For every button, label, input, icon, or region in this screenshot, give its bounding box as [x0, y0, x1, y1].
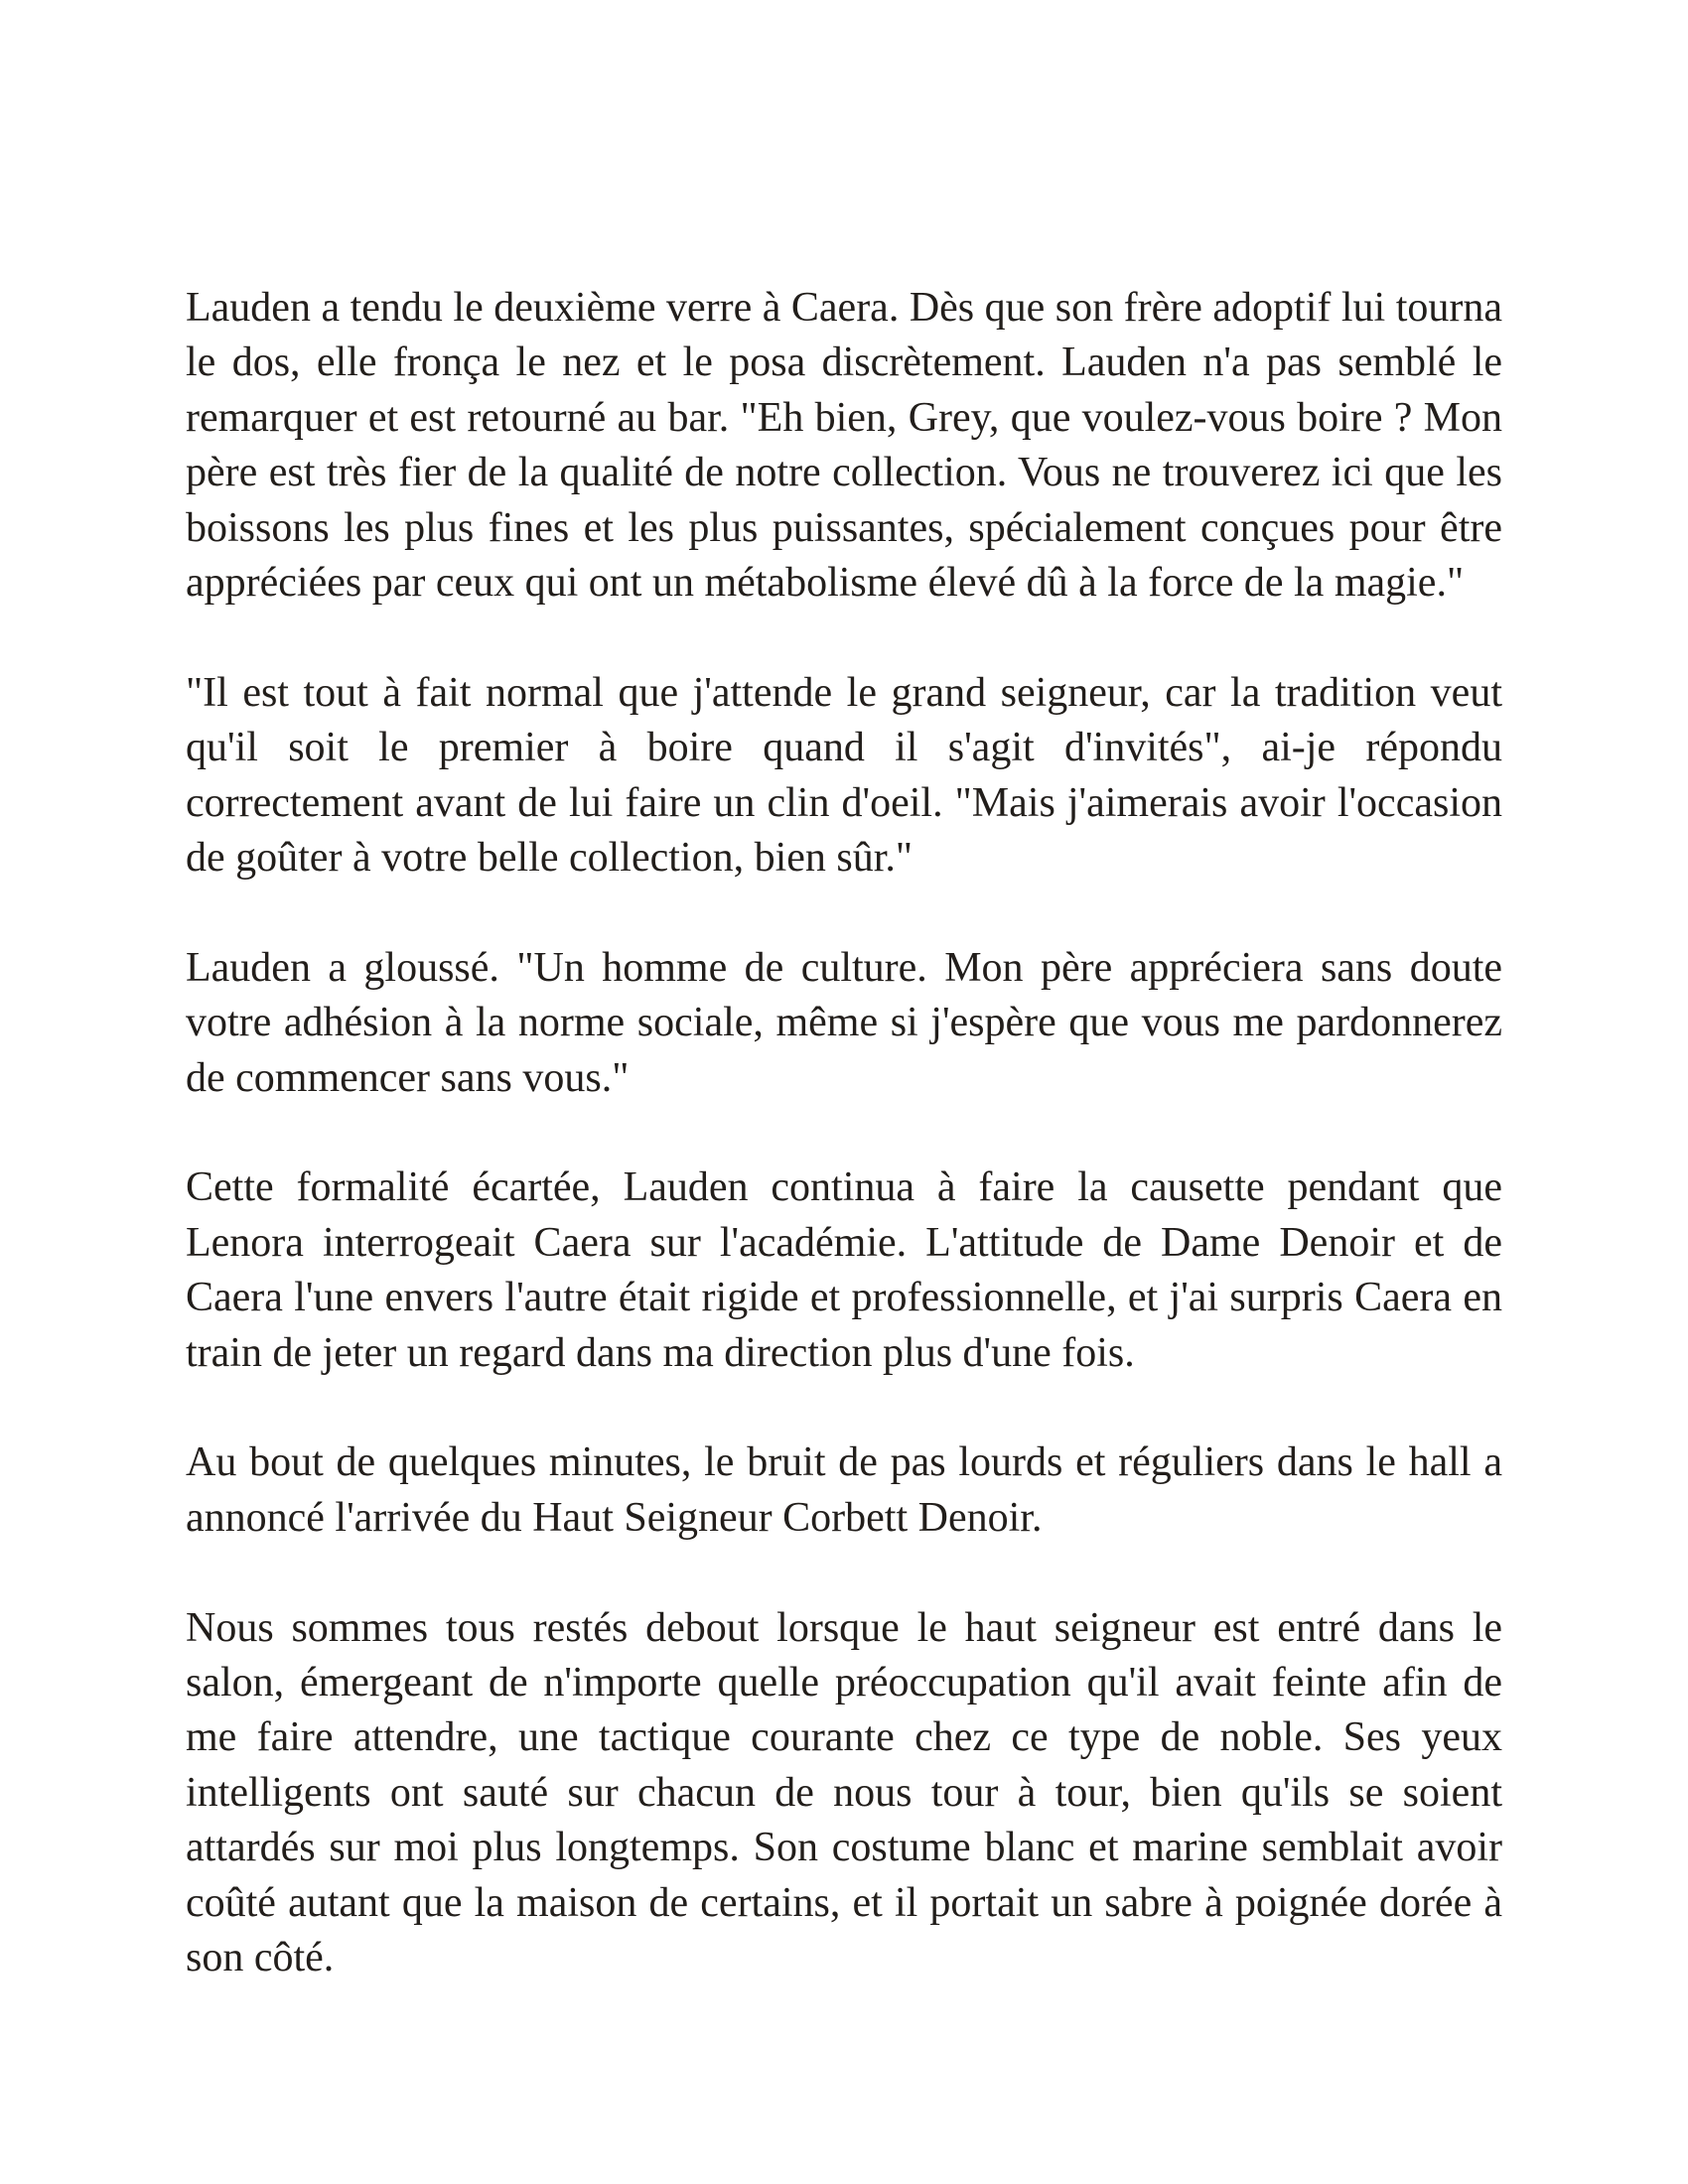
paragraph-2: "Il est tout à fait normal que j'attende le grand seigneur, car la tradition veut qu'il soit le premier à boire quand il s'agit d'invités", ai-je répondu correctement avant de lui faire un clin d'oeil. "Mais j'aimerais avoir l'occasion de goûter à votre belle collection, bien sûr."	[186, 669, 1502, 882]
text-block	[186, 281, 1502, 1986]
paragraph-1: Lauden a tendu le deuxième verre à Caera. Dès que son frère adoptif lui tourna le dos, elle fronça le nez et le posa discrètement. Lauden n'a pas semblé le remarquer et est retourné au bar. "Eh bien, Grey, que voulez-vous boire ? Mon père est très fier de la qualité de notre collection. Vous ne trouverez ici que les boissons les plus fines et les plus puissantes, spécialement conçues pour être appréciées par ceux qui ont un métabolisme élevé dû à la force de la magie."	[186, 285, 1502, 607]
paragraph-4: Cette formalité écartée, Lauden continua à faire la causette pendant que Lenora interrogeait Caera sur l'académie. L'attitude de Dame Denoir et de Caera l'une envers l'autre était rigide et professionnelle, et j'ai surpris Caera en train de jeter un regard dans ma direction plus d'une fois.	[186, 1164, 1502, 1376]
paragraph-5: Au bout de quelques minutes, le bruit de pas lourds et réguliers dans le hall a annoncé l'arrivée du Haut Seigneur Corbett Denoir.	[186, 1439, 1502, 1541]
paragraph-3: Lauden a gloussé. "Un homme de culture. Mon père appréciera sans doute votre adhésion à la norme sociale, même si j'espère que vous me pardonnerez de commencer sans vous."	[186, 944, 1502, 1101]
paragraph-6: Nous sommes tous restés debout lorsque le haut seigneur est entré dans le salon, émergeant de n'importe quelle préoccupation qu'il avait feinte afin de me faire attendre, une tactique courante chez ce type de noble. Ses yeux intelligents ont sauté sur chacun de nous tour à tour, bien qu'ils se soient attardés sur moi plus longtemps. Son costume blanc et marine semblait avoir coûté autant que la maison de certains, et il portait un sabre à poignée dorée à son côté.	[186, 1604, 1502, 1981]
